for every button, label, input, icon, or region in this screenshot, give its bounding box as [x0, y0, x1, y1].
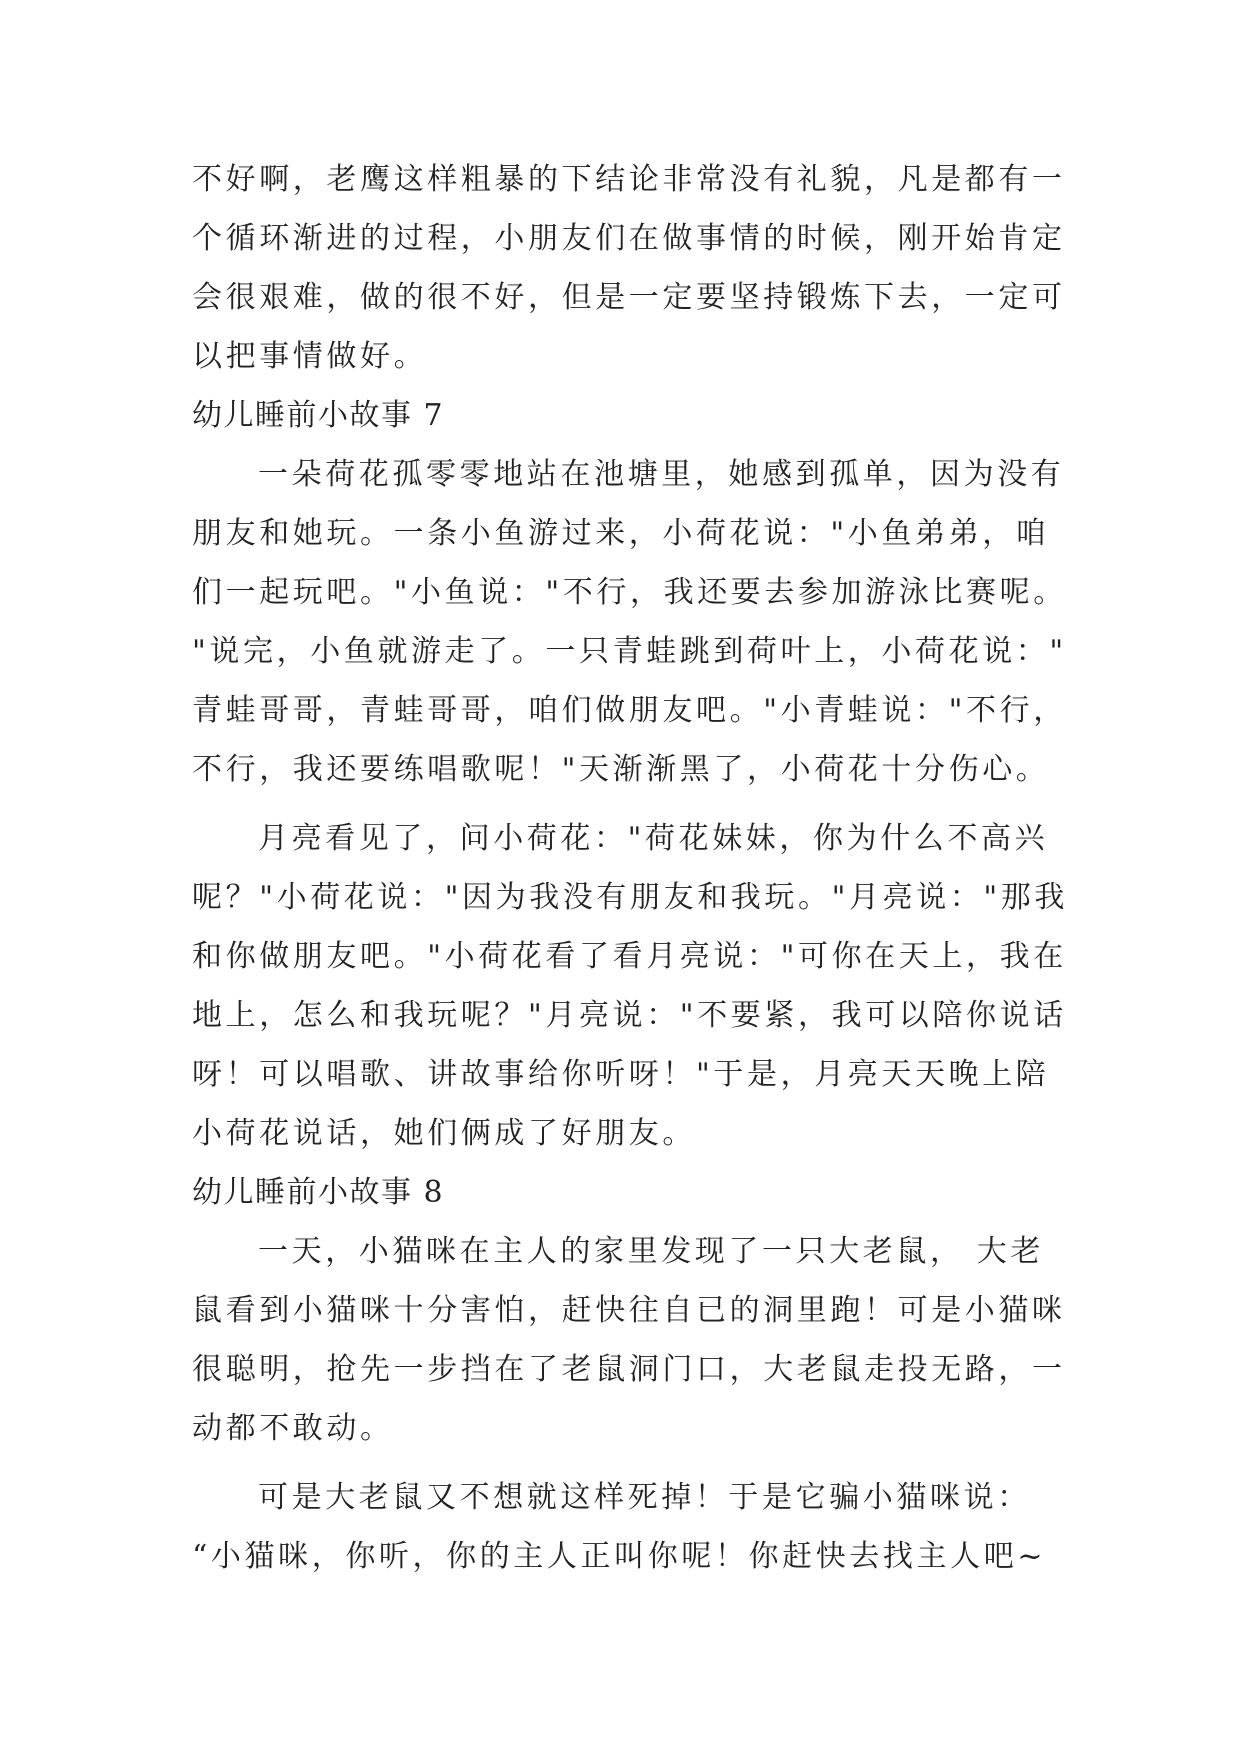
text-line: 一天，小猫咪在主人的家里发现了一只大老鼠， 大老: [258, 1234, 1044, 1269]
text-line: 可是大老鼠又不想就这样死掉！于是它骗小猫咪说：: [258, 1480, 1031, 1515]
paragraph-story7-1: [192, 445, 1067, 799]
paragraph-story7-2: [192, 809, 1068, 1163]
paragraph-story6-ending: [192, 150, 1066, 386]
text-line: 很聪明，抢先一步挡在了老鼠洞门口，大老鼠走投无路，一: [192, 1352, 1066, 1387]
text-line: "说完，小鱼就游走了。一只青蛙跳到荷叶上，小荷花说：": [192, 634, 1067, 669]
text-line: 月亮看见了，问小荷花："荷花妹妹，你为什么不高兴: [258, 821, 1049, 856]
text-line: 地上，怎么和我玩呢？"月亮说："不要紧，我可以陪你说话: [192, 998, 1067, 1033]
text-line: 以把事情做好。: [192, 339, 428, 374]
text-line: 和你做朋友吧。"小荷花看了看月亮说："可你在天上，我在: [192, 939, 1067, 974]
text-line: 朋友和她玩。一条小鱼游过来，小荷花说："小鱼弟弟，咱: [192, 516, 1050, 551]
text-line: 不好啊，老鹰这样粗暴的下结论非常没有礼貌，凡是都有一: [192, 162, 1066, 197]
text-line: 呢？"小荷花说："因为我没有朋友和我玩。"月亮说："那我: [192, 880, 1068, 915]
text-line: 一朵荷花孤零零地站在池塘里，她感到孤单，因为没有: [258, 457, 1065, 492]
text-line: 们一起玩吧。"小鱼说："不行，我还要去参加游泳比赛呢。: [192, 575, 1067, 610]
text-line: 动都不敢动。: [192, 1411, 394, 1446]
paragraph-story8-1: [192, 1222, 1066, 1458]
document-body: [192, 150, 1068, 1586]
section-heading-story-8: 幼儿睡前小故事 8: [192, 1175, 445, 1210]
text-line: 个循环渐进的过程，小朋友们在做事情的时候，刚开始肯定: [192, 221, 1066, 256]
text-line: 不行，我还要练唱歌呢！"天渐渐黑了，小荷花十分伤心。: [192, 752, 1050, 787]
text-line: 鼠看到小猫咪十分害怕，赶快往自已的洞里跑！可是小猫咪: [192, 1293, 1066, 1328]
text-line: 呀！可以唱歌、讲故事给你听呀！"于是，月亮天天晚上陪: [192, 1057, 1050, 1092]
text-line: 小荷花说话，她们俩成了好朋友。: [192, 1116, 696, 1151]
paragraph-story8-2: [192, 1468, 1062, 1586]
text-line: 会很艰难，做的很不好，但是一定要坚持锻炼下去，一定可: [192, 280, 1066, 315]
text-line: “小猫咪，你听，你的主人正叫你呢！你赶快去找主人吧~: [192, 1539, 1047, 1574]
text-line: 青蛙哥哥，青蛙哥哥，咱们做朋友吧。"小青蛙说："不行，: [192, 693, 1067, 728]
section-heading-story-7: 幼儿睡前小故事 7: [192, 398, 445, 433]
